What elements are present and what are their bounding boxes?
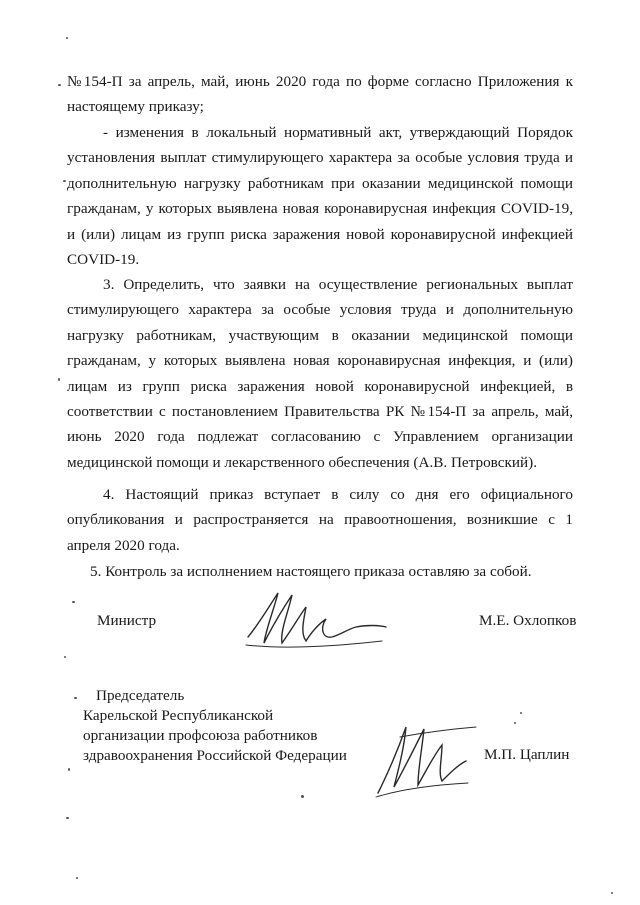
scan-speck xyxy=(76,877,78,879)
scan-speck xyxy=(68,768,70,771)
paragraph-continuation: №154-П за апрель, май, июнь 2020 года по форме согласно Приложения к настоящему приказу; xyxy=(67,73,573,116)
scan-speck xyxy=(72,601,75,603)
minister-signature xyxy=(240,585,390,655)
scan-speck xyxy=(301,795,304,798)
scan-speck xyxy=(611,892,613,894)
scan-speck xyxy=(58,378,60,381)
minister-name: М.Е. Охлопков xyxy=(479,612,577,629)
chairman-title-line: Карельской Республиканской xyxy=(83,707,274,724)
paragraph-item-3: 3. Определить, что заявки на осуществление региональных выплат стимулирующего характера за особые условия труда и дополнительную нагрузку работникам, участвующим в оказании медицинской помощи гражданам, у которых выявлена новая коронавирусная инфекция, и (или) лицам из групп риска заражения новой коронавирусной инфекцией, в соответствии с постановлением Правительства РК №154-П за апрель, май, июнь 2020 года подлежат согласованию с Управлением организации медицинской помощи и лекарственного обеспечения (А.В. Петровский). xyxy=(67,276,573,471)
scan-speck xyxy=(66,817,69,819)
chairman-title-line: организации профсоюза работников xyxy=(83,727,318,744)
chairman-title-line: здравоохранения Российской Федерации xyxy=(83,747,347,764)
paragraph-amendment-item: - изменения в локальный нормативный акт, утверждающий Порядок установления выплат стимулирующего характера за особые условия труда и дополнительную нагрузку работникам при оказании медицинской помощи гражданам, у которых выявлена новая коронавирусная инфекция COVID-19, и (или) лицам из групп риска заражения новой коронавирусной инфекцией COVID-19. xyxy=(67,124,573,269)
scan-speck xyxy=(63,180,66,182)
scan-speck xyxy=(64,656,66,658)
chairman-title-block xyxy=(83,686,347,766)
minister-title: Министр xyxy=(97,612,157,629)
paragraph-item-4: 4. Настоящий приказ вступает в силу со дня его официального опубликования и распространяется на правоотношения, возникшие с 1 апреля 2020 года. xyxy=(67,486,573,554)
chairman-name: М.П. Цаплин xyxy=(484,746,570,763)
scan-speck xyxy=(58,84,61,86)
chairman-signature xyxy=(372,715,482,800)
scan-speck xyxy=(514,722,516,724)
chairman-title-line: Председатель xyxy=(96,687,185,704)
scan-speck xyxy=(520,712,522,714)
paragraph-item-5: 5. Контроль за исполнением настоящего приказа оставляю за собой. xyxy=(90,563,532,580)
scan-speck xyxy=(66,37,68,39)
scan-speck xyxy=(74,697,77,699)
